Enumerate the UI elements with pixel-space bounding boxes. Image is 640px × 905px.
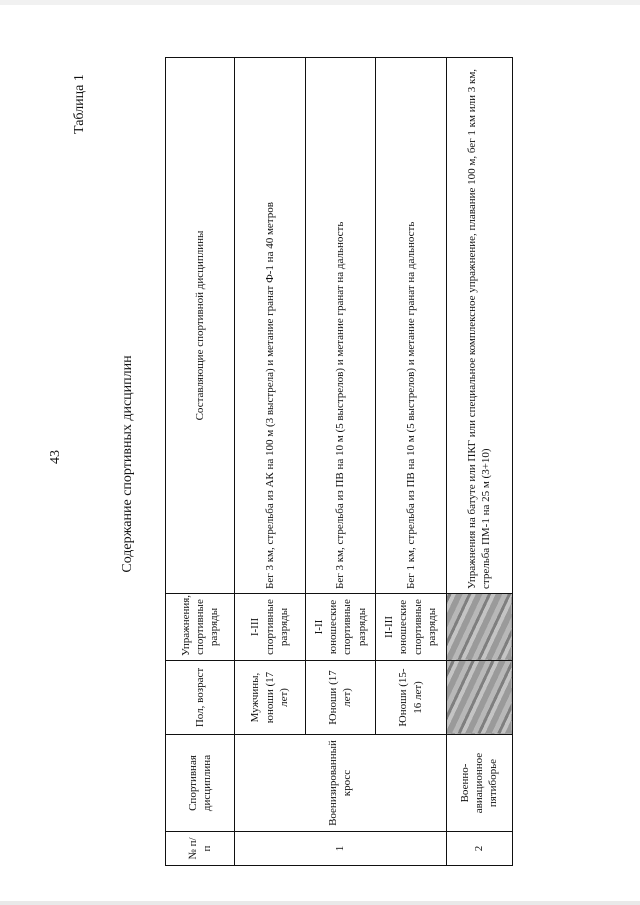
table-label: Таблица 1 — [72, 74, 87, 134]
stained-cell — [446, 661, 512, 735]
row-num: 1 — [235, 832, 447, 866]
table-row — [446, 58, 512, 866]
header-gender-age: Пол, возраст — [166, 661, 235, 735]
row-gender-age: Юноши (15-16 лет) — [376, 661, 447, 735]
row-ranks: I-II юношеские спортивные разряды — [305, 594, 376, 661]
document-title: Содержание спортивных дисциплин — [120, 355, 135, 573]
scan-edge-top — [0, 0, 640, 5]
row-components: Бег 3 км, стрельба из АК на 100 м (3 выстрела) и метание гранат Ф-1 на 40 метров — [235, 58, 306, 594]
row-num: 2 — [446, 832, 512, 866]
header-components: Составляющие спортивной дисциплины — [166, 58, 235, 594]
scan-edge-bottom — [0, 901, 640, 905]
table-row — [235, 58, 306, 866]
row-components: Упражнения на батуте или ПКГ или специальное комплексное упражнение, плавание 100 м, бег 1 км или 3 км, стрельба ПМ-1 на 25 м (3+10) — [446, 58, 512, 594]
row-gender-age: Юноши (17 лет) — [305, 661, 376, 735]
row-gender-age: Мужчины, юноши (17 лет) — [235, 661, 306, 735]
rotated-page — [0, 68, 640, 874]
page-number: 43 — [48, 450, 63, 464]
stained-cell — [446, 594, 512, 661]
header-num: № п/п — [166, 832, 235, 866]
row-ranks: II-III юношеские спортивные разряды — [376, 594, 447, 661]
header-ranks: Упражнения, спортивные разряды — [166, 594, 235, 661]
row-discipline: Военизированный кросс — [235, 735, 447, 832]
table-header-row — [166, 58, 235, 866]
row-discipline: Военно-авиационное пятиборье — [446, 735, 512, 832]
row-components: Бег 1 км, стрельба из ПВ на 10 м (5 выстрелов) и метание гранат на дальность — [376, 58, 447, 594]
row-components: Бег 3 км, стрельба из ПВ на 10 м (5 выстрелов) и метание гранат на дальность — [305, 58, 376, 594]
header-discipline: Спортивная дисциплина — [166, 735, 235, 832]
disciplines-table — [165, 57, 513, 866]
row-ranks: I-III спортивные разряды — [235, 594, 306, 661]
